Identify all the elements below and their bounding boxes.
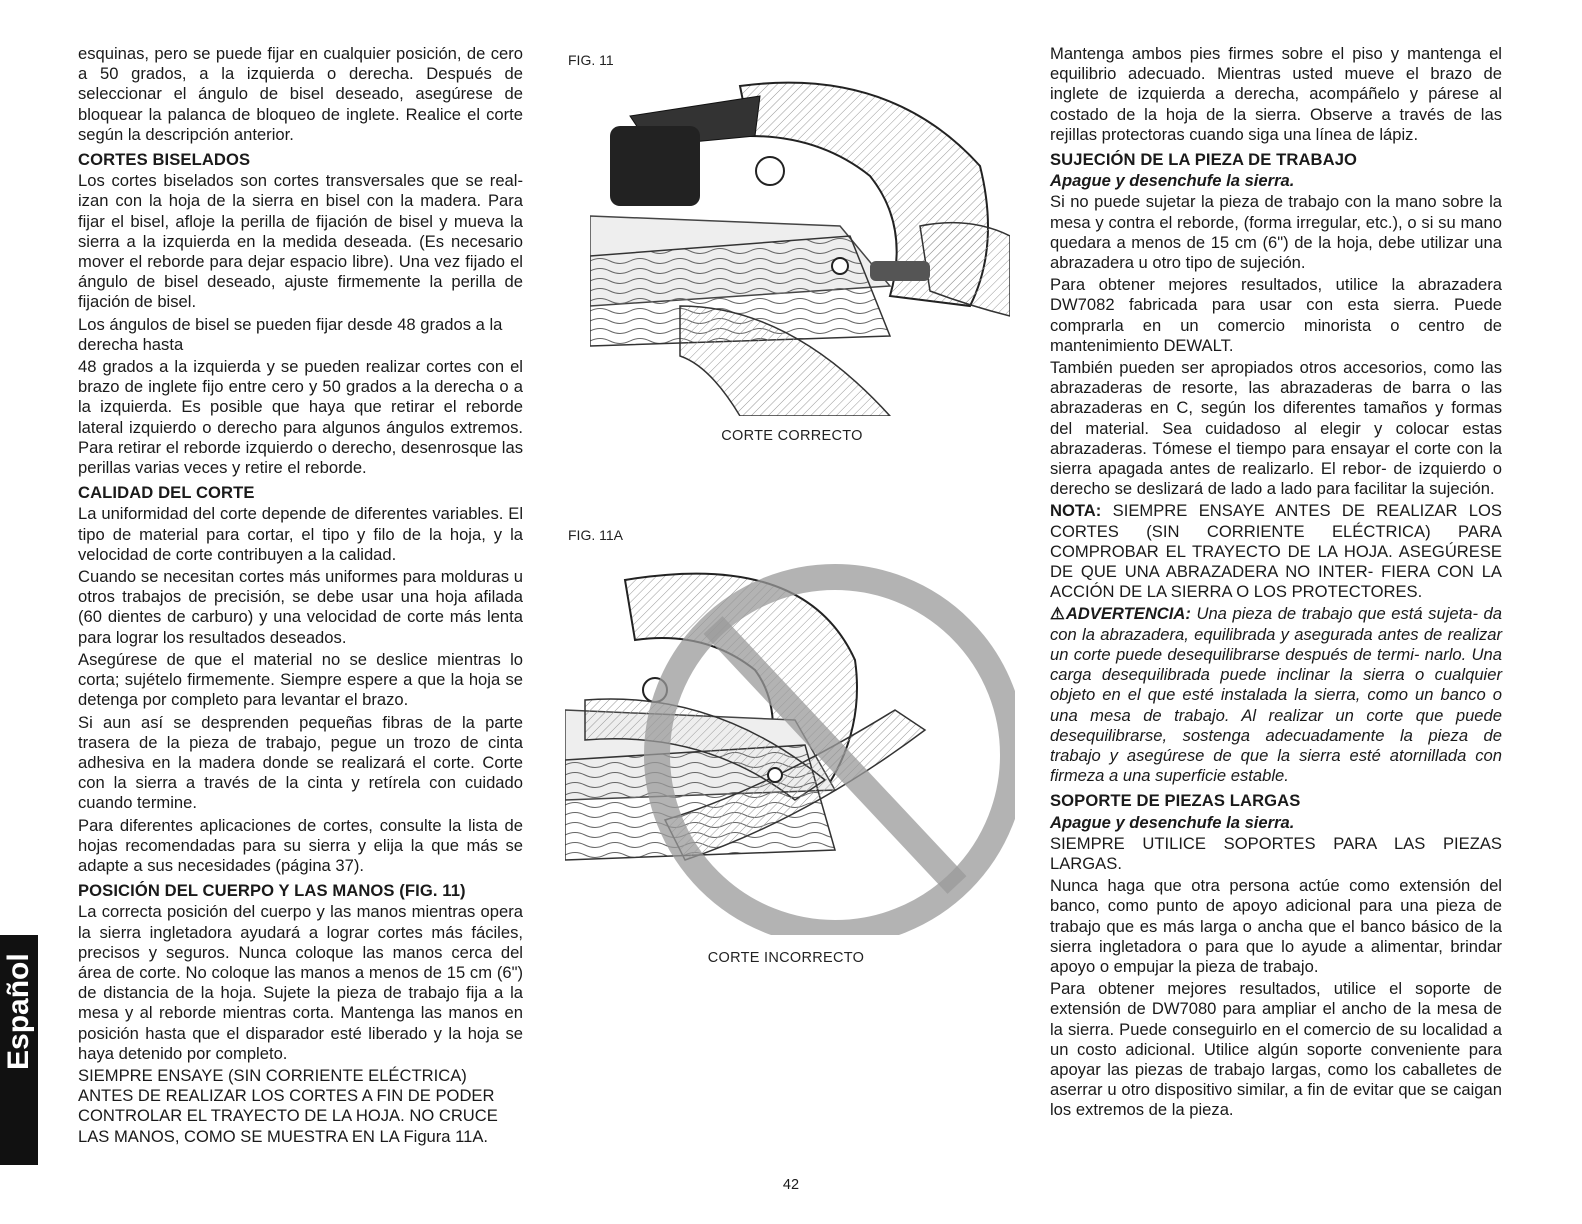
fig11-caption: CORTE CORRECTO [721, 428, 863, 444]
fig11a-label: FIG. 11A [568, 527, 623, 543]
fig11-label: FIG. 11 [568, 52, 614, 68]
paragraph: Para diferentes aplicaciones de cortes, consulte la lista de hojas recomendadas para su sierra y elija la que más se adapte a sus necesidades (página 37). [78, 815, 523, 875]
fig11a-caption: CORTE INCORRECTO [707, 950, 865, 966]
paragraph: Para obtener mejores resultados, utilice el soporte de extensión de DW7080 para ampliar el ancho de la mesa de la sierra. Puede conseguirlo en el comercio de su localidad a un costo adicional. Utilice algún soporte conveniente para apoyar las piezas de trabajo largas, como los caballetes de aserrar u otro dispositivo similar, a fin de evitar que se caigan los extremos de la pieza. [1050, 979, 1502, 1120]
paragraph: Los ángulos de bisel se pueden fijar desde 48 grados a la derecha hasta [78, 314, 503, 354]
heading-sujecion: SUJECIÓN DE LA PIEZA DE TRABAJO [1050, 150, 1358, 170]
miter-saw-incorrect-illustration [565, 540, 1015, 935]
paragraph-caps: SIEMPRE ENSAYE (SIN CORRIENTE ELÉCTRICA) ANTES DE REALIZAR LOS CORTES A FIN DE PODER CONTROLAR EL TRAYECTO DE LA HOJA. NO CRUCE LAS MANOS, COMO SE MUESTRA EN LA Figura 11A. [78, 1065, 498, 1146]
paragraph: También pueden ser apropiados otros accesorios, como las abrazaderas de resorte, las abrazaderas de barra o las abrazaderas en C, según los diferentes tamaños y formas del material. Sea cuidadoso al elegir y colocar estas abrazaderas. Tómese el tiempo para ensayar el corte con la sierra apagada antes de realizarlo. El rebor- de izquierdo o derecho se deslizará de lado a lado para facilitar la sujeción. [1050, 358, 1502, 499]
right-intro-paragraph: Mantenga ambos pies firmes sobre el piso y mantenga el equilibrio adecuado. Mientras usted mueve el brazo de inglete de izquierda a derecha, acompáñelo y párese al costado de la hoja de la sierra. Observe a través de las rejillas protectoras cuando siga una línea de lápiz. [1050, 44, 1502, 144]
heading-calidad-del-corte: CALIDAD DEL CORTE [78, 483, 255, 503]
right-column [1050, 44, 1502, 1123]
warning-paragraph [1050, 604, 1502, 786]
nota-text: SIEMPRE ENSAYE ANTES DE REALIZAR LOS CORTES (SIN CORRIENTE ELÉCTRICA) PARA COMPROBAR EL TRAYECTO DE LA HOJA. ASEGÚRESE DE QUE UNA ABRAZADERA NO INTER- FIERA CON LA ACCIÓN DE LA SIERRA O LOS PROTECTORES. [1050, 501, 1502, 602]
paragraph: Asegúrese de que el material no se deslice mientras lo corta; sujételo firmemente. Siempre espere a que la hoja se detenga por completo para levantar el brazo. [78, 649, 523, 710]
heading-posicion-cuerpo-manos: POSICIÓN DEL CUERPO Y LAS MANOS (FIG. 11) [78, 881, 466, 901]
paragraph-caps: SIEMPRE UTILICE SOPORTES PARA LAS PIEZAS LARGAS. [1050, 833, 1502, 873]
warning-text: Una pieza de trabajo que está sujeta- da con la abrazadera, equilibrada y asegurada antes de realizar un corte puede desequilibrarse después de termi- narlo. Una carga desequilibrada puede inclinar la sierra o cualquier objeto en el que esté instalada la sierra, como un banco o una mesa de trabajo. Al realizar un corte que puede desequilibrarse, sostenga adecuadamente la pieza de trabajo y asegúrese de que la sierra esté atornillada con firmeza a una superficie estable. [1050, 604, 1502, 786]
nota-paragraph [1050, 501, 1502, 602]
heading-cortes-biselados: CORTES BISELADOS [78, 150, 251, 170]
fig11-illustration [590, 76, 1010, 416]
paragraph: Los cortes biselados son cortes transversales que se real- izan con la hoja de la sierra en bisel con la madera. Para fijar el bisel, afloje la perilla de fijación de bisel y mueva la sierra a la izquierda en la medida deseada. (Es necesario mover el reborde para dejar espacio libre). Una vez fijado el ángulo de bisel deseado, ajuste firmemente la perilla de fijación de bisel. [78, 171, 523, 312]
paragraph: Cuando se necesitan cortes más uniformes para molduras u otros trabajos de precisión, se debe usar una hoja afilada (60 dientes de carburo) y una velocidad de corte más lenta para lograr los resultados deseados. [78, 567, 523, 647]
paragraph: La uniformidad del corte depende de diferentes variables. El tipo de material para cortar, el tipo y filo de la hoja, y la velocidad de corte contribuyen a la calidad. [78, 504, 523, 564]
page-number: 42 [782, 1177, 800, 1193]
left-column [78, 44, 523, 1149]
warning-label: ADVERTENCIA: [1065, 604, 1191, 624]
warning-icon: ⚠ [1050, 604, 1066, 624]
subheading-apague: Apague y desenchufe la sierra. [1050, 812, 1295, 832]
fig11a-illustration [565, 540, 1015, 935]
paragraph: Para obtener mejores resultados, utilice la abrazadera DW7082 fabricada para usar con esta sierra. Puede comprarla en un comercio minorista o centro de mantenimiento DEWALT. [1050, 275, 1502, 355]
heading-soporte: SOPORTE DE PIEZAS LARGAS [1050, 791, 1301, 811]
paragraph: 48 grados a la izquierda y se pueden realizar cortes con el brazo de inglete fijo entre cero y 50 grados a la derecha o a la izquierda. Es posible que haya que retirar el reborde lateral izquierdo o derecho para algunos ángulos extremos. Para retirar el reborde izquierdo o derecho, desenrosque las perillas varias veces y retire el reborde. [78, 357, 523, 478]
paragraph: Si no puede sujetar la pieza de trabajo con la mano sobre la mesa y contra el reborde, (forma irregular, etc.), o si su mano quedara a menos de 15 cm (6") de la hoja, debe utilizar una abrazadera u otro tipo de sujeción. [1050, 192, 1502, 273]
miter-saw-correct-illustration [590, 76, 1010, 416]
left-intro-paragraph: esquinas, pero se puede fijar en cualquier posición, de cero a 50 grados, a la izquierda o derecha. Después de seleccionar el ángulo de bisel deseado, asegúrese de bloquear la palanca de bloqueo de inglete. Realice el corte según la descripción anterior. [78, 44, 523, 144]
side-tab-label: Español [2, 953, 35, 1070]
paragraph: Si aun así se desprenden pequeñas fibras de la parte trasera de la pieza de trabajo, pegue un trozo de cinta adhesiva en la madera donde se realizará el corte. Corte con la sierra a través de la cinta y retírela con cuidado cuando termine. [78, 712, 523, 813]
paragraph: La correcta posición del cuerpo y las manos mientras opera la sierra ingletadora ayudará a lograr cortes más fáciles, precisos y seguros. Nunca coloque las manos cerca del área de corte. No coloque las manos a menos de 15 cm (6") de distancia de la hoja. Sujete la pieza de trabajo fija a la mesa y al reborde mientras corta. Mantenga las manos en posición hasta que el disparador esté liberado y la hoja se haya detenido por completo. [78, 902, 523, 1063]
language-side-tab [0, 935, 38, 1165]
nota-label: NOTA: [1050, 501, 1102, 521]
subheading-apague: Apague y desenchufe la sierra. [1050, 171, 1295, 191]
paragraph: Nunca haga que otra persona actúe como extensión del banco, como punto de apoyo adicional para una pieza de trabajo que es más larga o ancha que el banco básico de la sierra ingletadora o para que lo ayude a alimentar, brindar apoyo o empujar la pieza de trabajo. [1050, 876, 1502, 976]
